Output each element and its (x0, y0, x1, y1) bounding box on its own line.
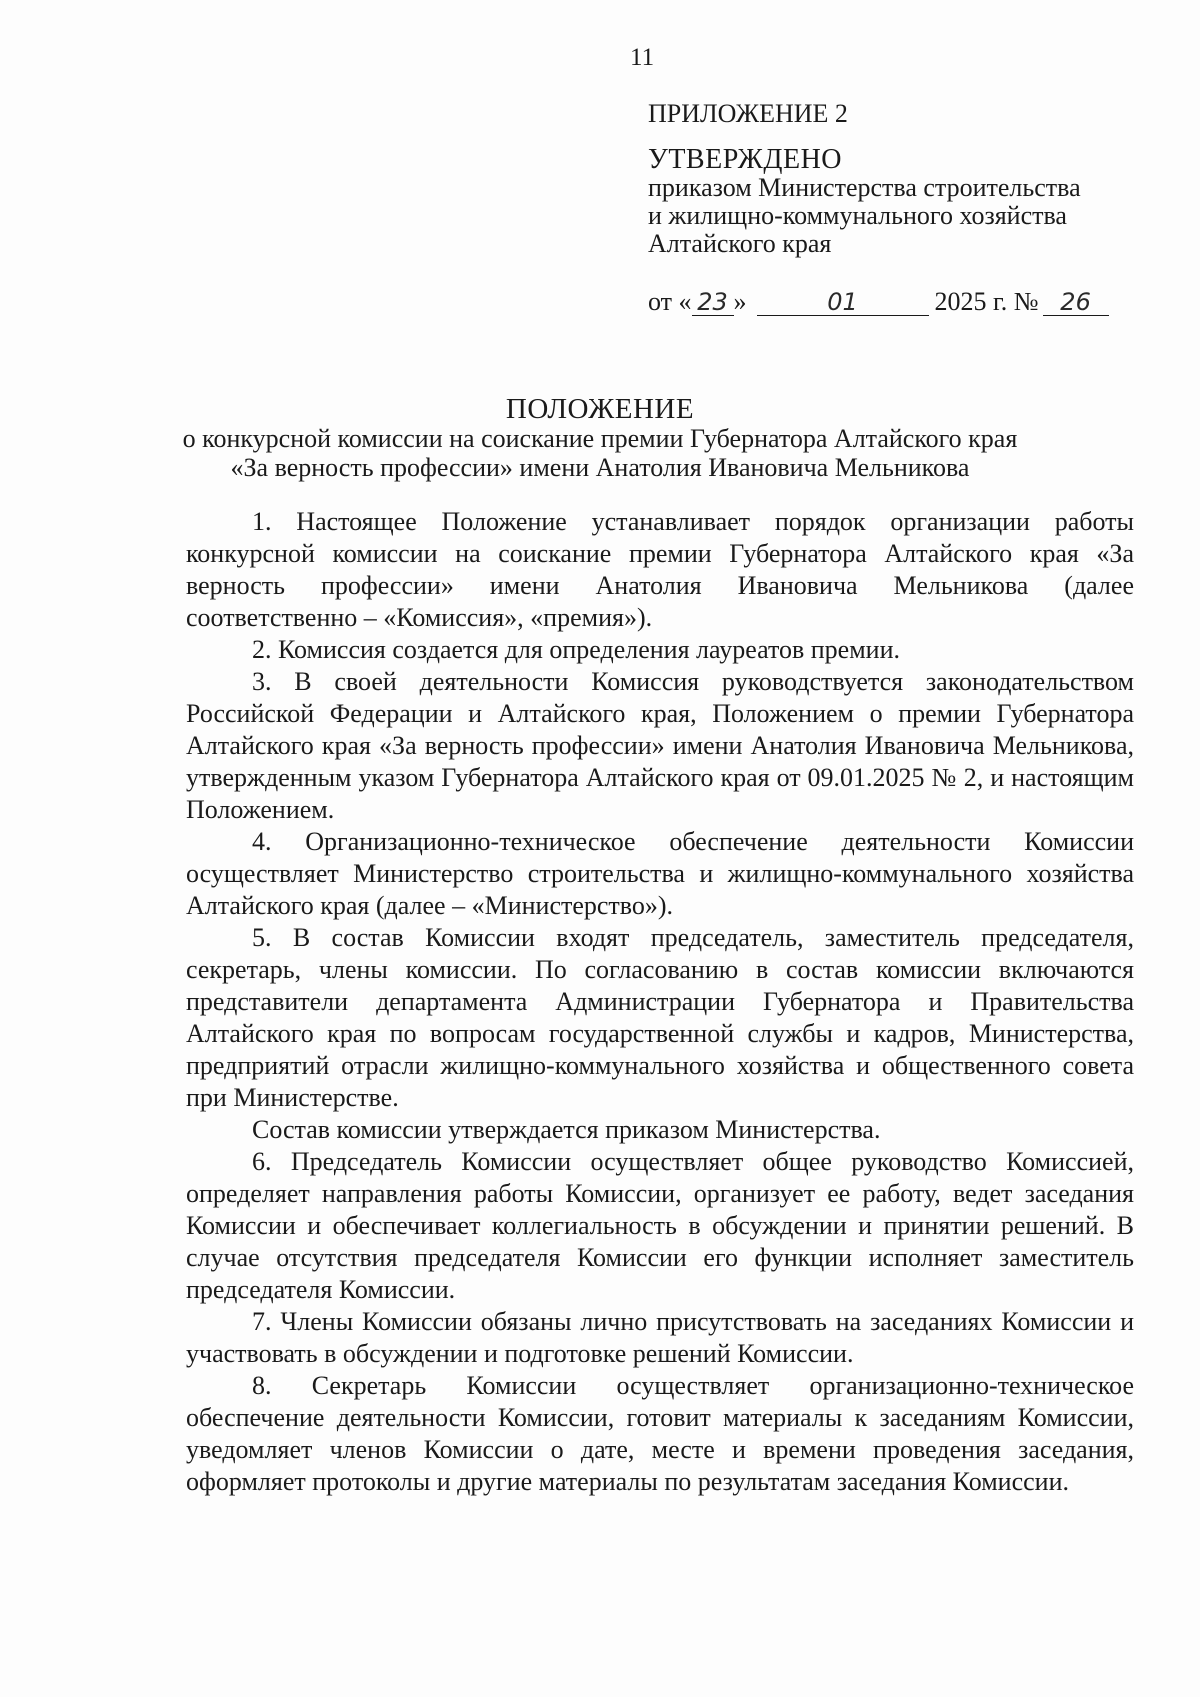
page-number: 11 (630, 44, 655, 71)
paragraph-4: 4. Организационно-техническое обеспечение деятельности Комиссии осуществляет Министерство строительства и жилищно-коммунального хозяйства Алтайского края (далее – «Министерство»). (186, 827, 1134, 920)
document-subtitle-line: о конкурсной комиссии на соискание премии Губернатора Алтайского края (182, 424, 1018, 453)
paragraph-2: 2. Комиссия создается для определения лауреатов премии. (252, 635, 900, 664)
order-line: Алтайского края (648, 229, 832, 258)
document-heading (100, 395, 1100, 482)
paragraph-6: 6. Председатель Комиссии осуществляет общее руководство Комиссией, определяет направления работы Комиссии, организует ее работу, ведет заседания Комиссии и обеспечивает коллегиальность в обсуждении и принятии решений. В случае отсутствия председателя Комиссии его функции исполняет заместитель председателя Комиссии. (186, 1147, 1134, 1304)
appendix-title: ПРИЛОЖЕНИЕ 2 (648, 99, 848, 128)
appendix-block (648, 100, 1168, 316)
date-year-text: 2025 г. № (934, 287, 1039, 316)
order-line: приказом Министерства строительства (648, 173, 1081, 202)
paragraph-1: 1. Настоящее Положение устанавливает порядок организации работы конкурсной комиссии на соискание премии Губернатора Алтайского края «За верность профессии» имени Анатолия Ивановича Мельникова (далее соответственно – «Комиссия», «премия»). (186, 507, 1134, 632)
paragraph-7: 7. Члены Комиссии обязаны лично присутствовать на заседаниях Комиссии и участвовать в обсуждении и подготовке решений Комиссии. (186, 1307, 1134, 1368)
handwritten-month: 01 (757, 289, 929, 316)
paragraph-5: 5. В состав Комиссии входят председатель, заместитель председателя, секретарь, члены комиссии. По согласованию в состав комиссии включаются представители департамента Администрации Губернатора и Правительства Алтайского края по вопросам государственной службы и кадров, Министерства, предприятий отрасли жилищно-коммунального хозяйства и общественного совета при Министерстве. (186, 923, 1134, 1112)
date-prefix: от « (648, 287, 692, 316)
document-subtitle-line: «За верность профессии» имени Анатолия Ивановича Мельникова (230, 453, 970, 482)
paragraph-5-note: Состав комиссии утверждается приказом Министерства. (252, 1115, 881, 1144)
paragraph-3: 3. В своей деятельности Комиссия руководствуется законодательством Российской Федерации и Алтайского края, Положением о премии Губернатора Алтайского края «За верность профессии» имени Анатолия Ивановича Мельникова, утвержденным указом Губернатора Алтайского края от 09.01.2025 № 2, и настоящим Положением. (186, 667, 1134, 824)
document-title: ПОЛОЖЕНИЕ (505, 393, 695, 425)
handwritten-day: 23 (692, 289, 734, 316)
order-line: и жилищно-коммунального хозяйства (648, 201, 1067, 230)
order-date-line (648, 288, 1168, 316)
paragraph-8: 8. Секретарь Комиссии осуществляет организационно-техническое обеспечение деятельности Комиссии, готовит материалы к заседаниям Комиссии, уведомляет членов Комиссии о дате, месте и времени проведения заседания, оформляет протоколы и другие материалы по результатам заседания Комиссии. (186, 1371, 1134, 1496)
date-quote-close: » (733, 287, 747, 316)
approved-label: УТВЕРЖДЕНО (648, 144, 843, 175)
document-body (186, 506, 1134, 1498)
handwritten-order-number: 26 (1043, 289, 1109, 316)
